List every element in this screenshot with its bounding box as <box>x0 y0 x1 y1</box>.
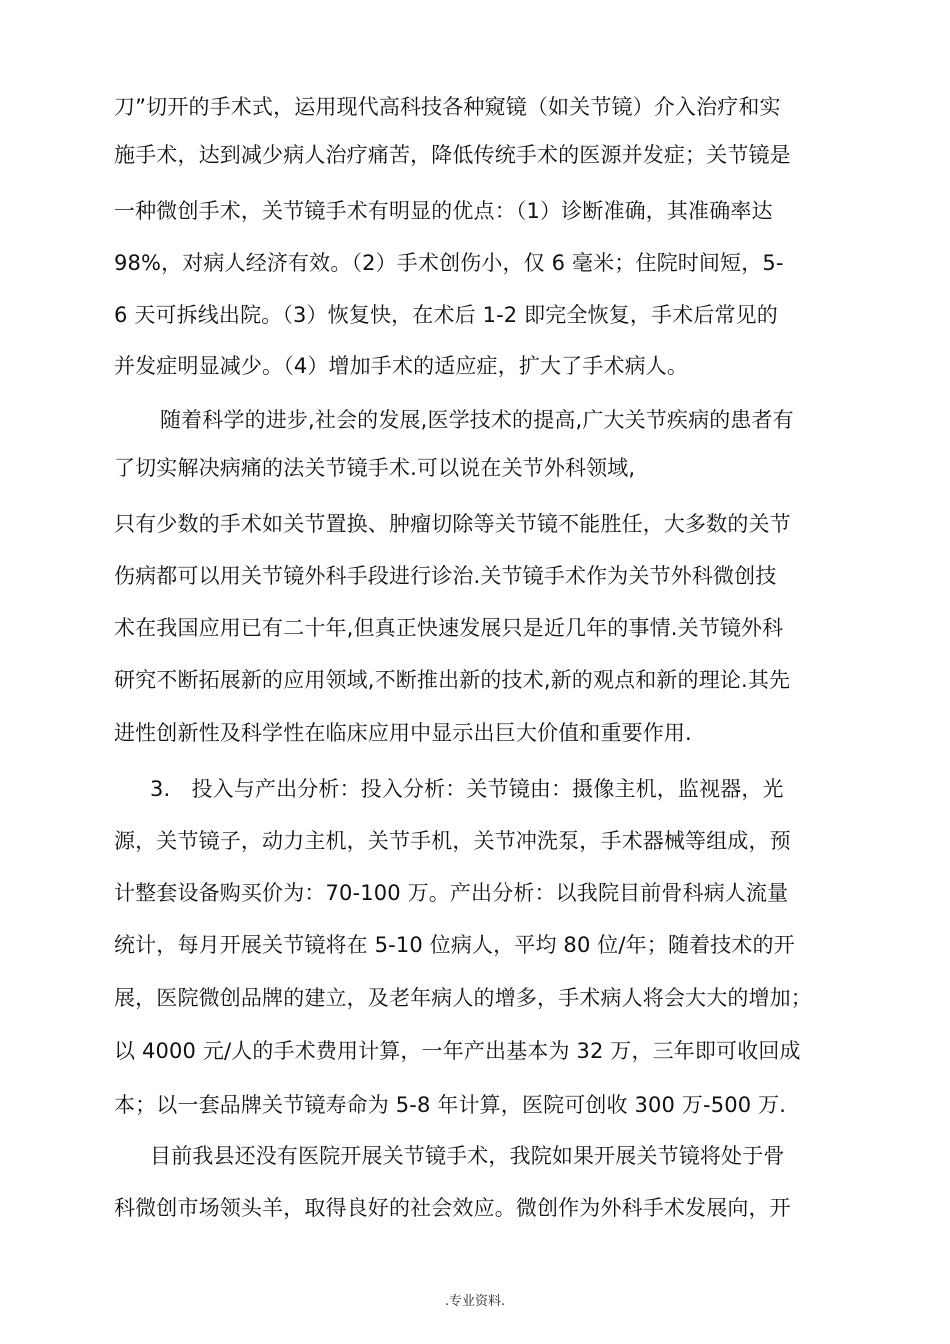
paragraph-4-line-1: 目前我县还没有医院开展关节镜手术，我院如果开展关节镜将处于骨 <box>150 1144 785 1168</box>
paragraph-2-line-4: 伤病都可以用关节镜外科手段进行诊治.关节镜手术作为关节外科微创技 <box>114 564 777 588</box>
paragraph-1-line-6: 并发症明显减少。（4）增加手术的适应症，扩大了手术病人。 <box>114 354 689 378</box>
paragraph-1-line-1: 刀”切开的手术式，运用现代高科技各种窥镜（如关节镜）介入治疗和实 <box>114 95 781 119</box>
paragraph-3-line-1: 3. 投入与产出分析：投入分析：关节镜由：摄像主机，监视器，光 <box>150 777 784 801</box>
paragraph-3-line-4: 统计，每月开展关节镜将在 5-10 位病人，平均 80 位/年；随着技术的开 <box>114 933 795 957</box>
paragraph-3-line-5: 展，医院微创品牌的建立，及老年病人的增多，手术病人将会大大的增加； <box>114 986 812 1010</box>
paragraph-3-line-2: 源，关节镜子，动力主机，关节手机，关节冲洗泵，手术器械等组成，预 <box>114 829 791 853</box>
paragraph-2-line-3: 只有少数的手术如关节置换、肿瘤切除等关节镜不能胜任，大多数的关节 <box>114 512 791 536</box>
paragraph-1-line-2: 施手术，达到减少病人治疗痛苦，降低传统手术的医源并发症；关节镜是 <box>114 143 791 167</box>
page-footer: .专业资料. <box>444 1294 506 1309</box>
paragraph-2-line-6: 研究不断拓展新的应用领域,不断推出新的技术,新的观点和新的理论.其先 <box>114 668 791 692</box>
paragraph-2-line-2: 了切实解决病痛的法关节镜手术.可以说在关节外科领域, <box>114 456 636 480</box>
paragraph-3-line-6: 以 4000 元/人的手术费用计算，一年产出基本为 32 万，三年即可收回成 <box>114 1039 801 1063</box>
paragraph-2-line-7: 进性创新性及科学性在临床应用中显示出巨大价值和重要作用. <box>114 721 692 745</box>
paragraph-3-line-7: 本；以一套品牌关节镜寿命为 5-8 年计算，医院可创收 300 万-500 万. <box>114 1093 787 1117</box>
paragraph-4-line-2: 科微创市场领头羊，取得良好的社会效应。微创作为外科手术发展向，开 <box>114 1196 791 1220</box>
paragraph-2-line-1: 随着科学的进步,社会的发展,医学技术的提高,广大关节疾病的患者有 <box>160 408 794 432</box>
paragraph-1-line-5: 6 天可拆线出院。（3）恢复快，在术后 1-2 即完全恢复，手术后常见的 <box>114 303 778 327</box>
paragraph-1-line-4: 98%，对病人经济有效。（2）手术创伤小，仅 6 毫米；住院时间短，5- <box>114 251 784 275</box>
paragraph-2-line-5: 术在我国应用已有二十年,但真正快速发展只是近几年的事情.关节镜外科 <box>114 616 784 640</box>
paragraph-1-line-3: 一种微创手术，关节镜手术有明显的优点：（1）诊断准确，其准确率达 <box>114 199 773 223</box>
paragraph-3-line-3: 计整套设备购买价为：70-100 万。产出分析：以我院目前骨科病人流量 <box>114 881 789 905</box>
